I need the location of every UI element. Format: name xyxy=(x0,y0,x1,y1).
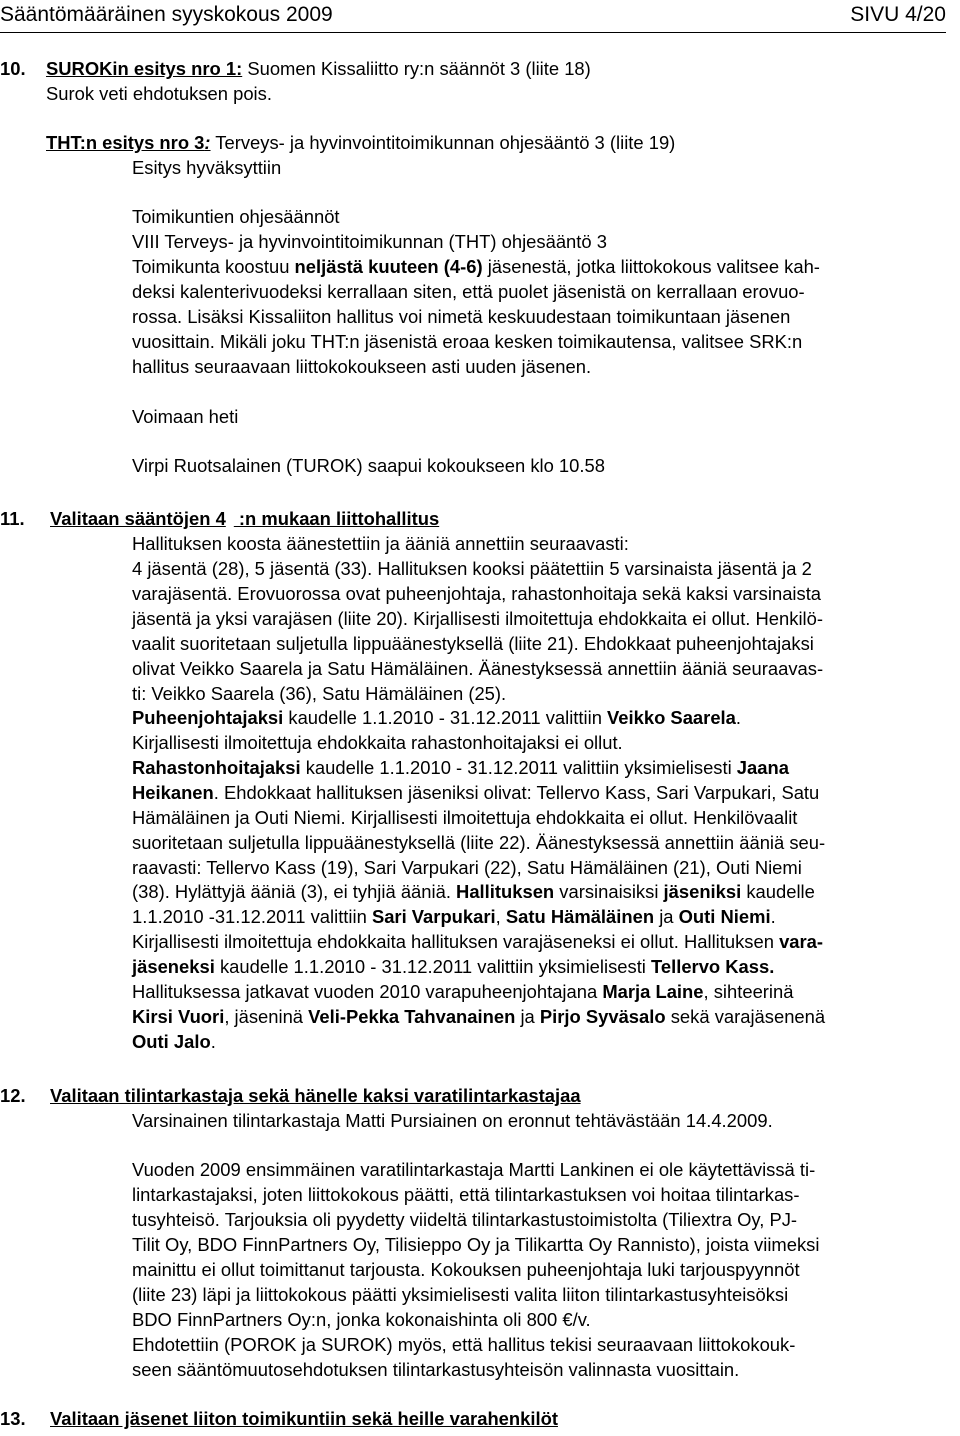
rules-paragraph-line: rossa. Lisäksi Kissaliiton hallitus voi nimetä keskuudestaan toimikuntaan jäsenen xyxy=(132,306,791,327)
surok-proposal-label: SUROKin esitys nro 1: xyxy=(46,58,243,79)
item-number: 13. xyxy=(0,1408,26,1429)
tht-proposal-line: THT:n esitys nro 3: Terveys- ja hyvinvointitoimikunnan ohjesääntö 3 (liite 19) xyxy=(46,132,676,153)
rules-paragraph-line: hallitus seuraavaan liittokokoukseen asti uuden jäsenen. xyxy=(132,356,592,377)
item-number: 10. xyxy=(0,58,26,79)
item-11-line: suoritetaan suljetulla lippuäänestyksellä (liite 22). Äänestyksessä annettiin ääniä seu- xyxy=(132,832,826,853)
rules-paragraph-line: vuosittain. Mikäli joku THT:n jäsenistä eroaa kesken toimikautensa, valitsee SRK:n xyxy=(132,331,803,352)
item-11-line: jäsentä ja yksi varajäsen (liite 20). Kirjallisesti ilmoitettuja ehdokkaita ei ollut. Henkilö- xyxy=(132,608,823,629)
item-11-line: Puheenjohtajaksi kaudelle 1.1.2010 - 31.12.2011 valittiin Veikko Saarela. xyxy=(132,707,742,728)
item-13-title: Valitaan jäsenet liiton toimikuntiin sekä heille varahenkilöt xyxy=(50,1408,558,1429)
rules-paragraph-line: deksi kalenterivuodeksi kerrallaan siten, että puolet jäsenistä on kerrallaan erovuo- xyxy=(132,281,805,302)
item-11-line: Kirjallisesti ilmoitettuja ehdokkaita hallituksen varajäseneksi ei ollut. Hallituksen vara- xyxy=(132,931,824,952)
item-11-line: Hämäläinen ja Outi Niemi. Kirjallisesti ilmoitettuja ehdokkaita ei ollut. Henkilövaalit xyxy=(132,807,798,828)
rules-subtitle: VIII Terveys- ja hyvinvointitoimikunnan (THT) ohjesääntö 3 xyxy=(132,231,607,252)
item-12-line: Vuoden 2009 ensimmäinen varatilintarkastaja Martti Lankinen ei ole käytettävissä ti- xyxy=(132,1159,816,1180)
item-11-line: ti: Veikko Saarela (36), Satu Hämäläinen (25). xyxy=(132,683,507,704)
item-12-line: Varsinainen tilintarkastaja Matti Pursiainen on eronnut tehtävästään 14.4.2009. xyxy=(132,1110,773,1131)
item-number: 12. xyxy=(0,1085,26,1106)
item-11-line: 1.1.2010 -31.12.2011 valittiin Sari Varpukari, Satu Hämäläinen ja Outi Niemi. xyxy=(132,906,776,927)
item-11-line: 4 jäsentä (28), 5 jäsentä (33). Hallituksen kooksi päätettiin 5 varsinaista jäsentä ja 2 xyxy=(132,558,812,579)
item-11-line: olivat Veikko Saarela ja Satu Hämäläinen. Äänestyksessä annettiin ääniä seuraavas- xyxy=(132,658,824,679)
item-11-line: (38). Hylättyjä ääniä (3), ei tyhjiä ääniä. Hallituksen varsinaisiksi jäseniksi kaudelle xyxy=(132,881,815,902)
item-11-line: Outi Jalo. xyxy=(132,1031,216,1052)
page-number: SIVU 4/20 xyxy=(850,3,946,26)
item-11-line: Kirsi Vuori, jäseninä Veli-Pekka Tahvanainen ja Pirjo Syväsalo sekä varajäsenenä xyxy=(132,1006,826,1027)
item-11-line: Hallituksessa jatkavat vuoden 2010 varapuheenjohtajana Marja Laine, sihteerinä xyxy=(132,981,794,1002)
item-11-line: Rahastonhoitajaksi kaudelle 1.1.2010 - 31.12.2011 valittiin yksimielisesti Jaana xyxy=(132,757,789,778)
item-12-line: Ehdotettiin (POROK ja SUROK) myös, että hallitus tekisi seuraavaan liittokokouk- xyxy=(132,1334,796,1355)
rules-paragraph-line: Toimikunta koostuu neljästä kuuteen (4-6) jäsenestä, jotka liittokokous valitsee kah- xyxy=(132,256,820,277)
item-11-line: varajäsentä. Erovuorossa ovat puheenjohtaja, rahastonhoitaja sekä kaksi varsinaista xyxy=(132,583,822,604)
header-rule xyxy=(0,32,946,33)
tht-result: Esitys hyväksyttiin xyxy=(132,157,282,178)
rules-title: Toimikuntien ohjesäännöt xyxy=(132,206,340,227)
item-11-line: Hallituksen koosta äänestettiin ja ääniä annettiin seuraavasti: xyxy=(132,533,629,554)
item-11-line: jäseneksi kaudelle 1.1.2010 - 31.12.2011 valittiin yksimielisesti Tellervo Kass. xyxy=(132,956,775,977)
item-12-line: BDO FinnPartners Oy:n, jonka kokonaishinta oli 800 €/v. xyxy=(132,1309,591,1330)
item-11-line: raavasti: Tellervo Kass (19), Sari Varpukari (22), Satu Hämäläinen (21), Outi Niemi xyxy=(132,857,802,878)
item-10-line-2: Surok veti ehdotuksen pois. xyxy=(46,83,272,104)
item-12-line: lintarkastajaksi, joten liittokokous päätti, että tilintarkastuksen voi hoitaa tilintarkas- xyxy=(132,1184,800,1205)
item-12-line: (liite 23) läpi ja liittokokous päätti yksimielisesti valita liiton tilintarkastusyhteisöksi xyxy=(132,1284,789,1305)
item-12-title: Valitaan tilintarkastaja sekä hänelle kaksi varatilintarkastajaa xyxy=(50,1085,581,1106)
item-number: 11. xyxy=(0,508,25,529)
effective-note: Voimaan heti xyxy=(132,406,239,427)
item-12-line: seen sääntömuutosehdotuksen tilintarkastusyhteisön valinnasta vuosittain. xyxy=(132,1359,740,1380)
item-12-line: Tilit Oy, BDO FinnPartners Oy, Tilisieppo Oy ja Tilikartta Oy Rannisto), joista viimeksi xyxy=(132,1234,820,1255)
item-11-line: vaalit suoritetaan suljetulla lippuäänestyksellä (liite 21). Ehdokkaat puheenjohtajaksi xyxy=(132,633,814,654)
item-10-line-1: SUROKin esitys nro 1: Suomen Kissaliitto ry:n säännöt 3 (liite 18) xyxy=(46,58,591,79)
item-11-title: Valitaan sääntöjen 4 :n mukaan liittohallitus xyxy=(50,508,440,529)
document-title: Sääntömääräinen syyskokous 2009 xyxy=(0,3,333,26)
item-12-line: mainittu ei ollut toimittanut tarjousta. Kokouksen puheenjohtaja luki tarjouspyynnöt xyxy=(132,1259,800,1280)
item-12-line: tusyhteisö. Tarjouksia oli pyydetty viideltä tilintarkastustoimistolta (Tiliextra Oy, PJ- xyxy=(132,1209,798,1230)
arrival-note: Virpi Ruotsalainen (TUROK) saapui kokoukseen klo 10.58 xyxy=(132,455,605,476)
item-11-line: Heikanen. Ehdokkaat hallituksen jäseniksi olivat: Tellervo Kass, Sari Varpukari, Satu xyxy=(132,782,820,803)
item-11-line: Kirjallisesti ilmoitettuja ehdokkaita rahastonhoitajaksi ei ollut. xyxy=(132,732,623,753)
tht-proposal-label: THT:n esitys nro 3 xyxy=(46,132,205,153)
